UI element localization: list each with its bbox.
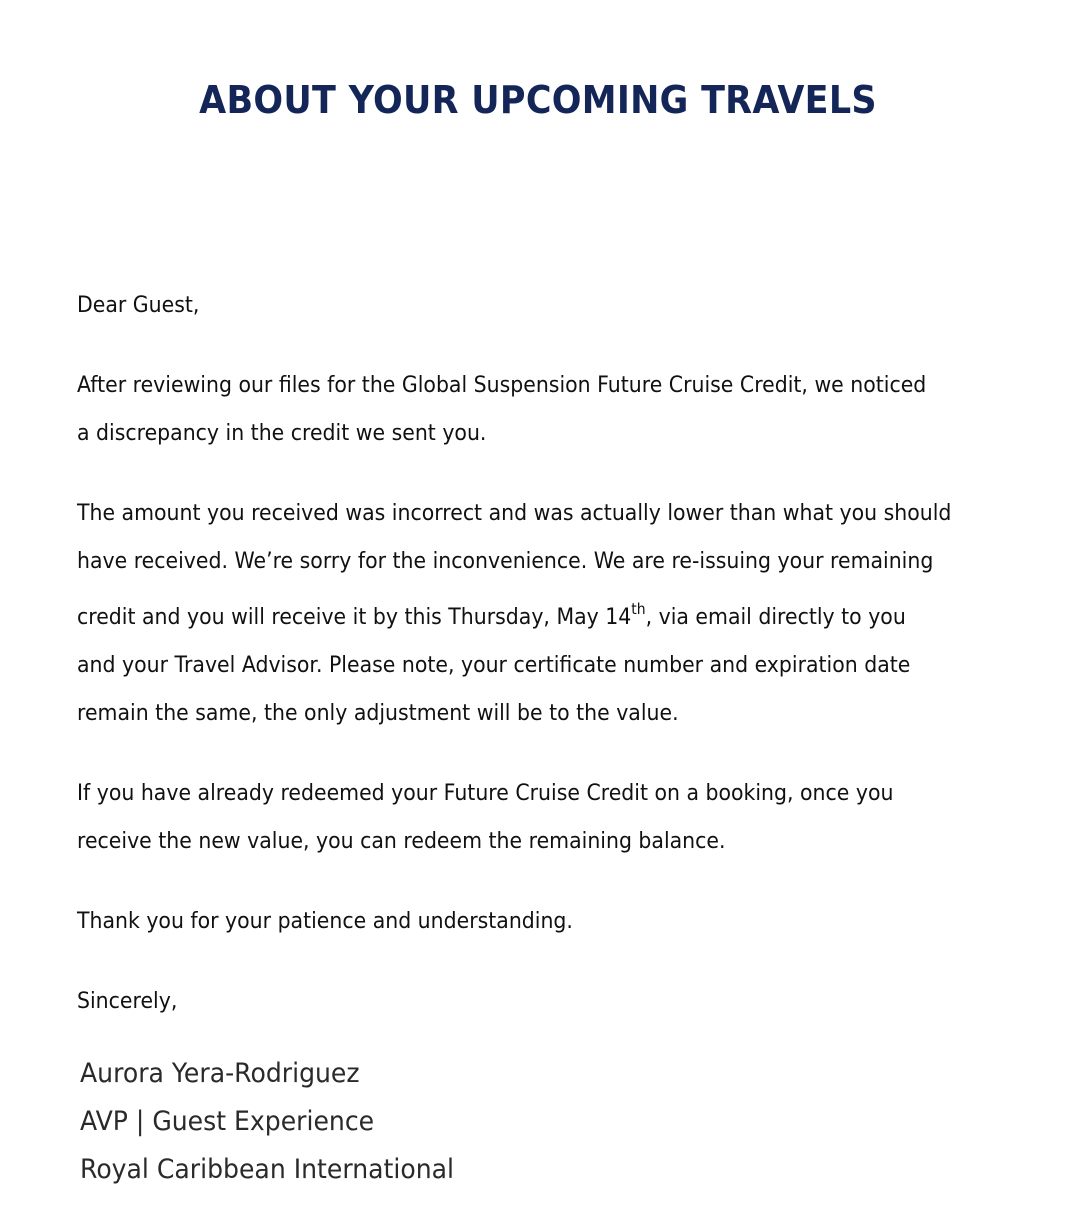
paragraph-redeemed bbox=[77, 770, 942, 866]
greeting bbox=[77, 282, 942, 330]
closing-text: Sincerely, bbox=[77, 989, 178, 1014]
signature-company: Royal Caribbean International bbox=[80, 1154, 454, 1185]
signature-role: AVP | Guest Experience bbox=[80, 1106, 375, 1137]
paragraph-reissue bbox=[77, 490, 952, 738]
page-title: ABOUT YOUR UPCOMING TRAVELS bbox=[199, 78, 877, 122]
signature-block bbox=[80, 1050, 454, 1194]
paragraph-discrepancy bbox=[77, 362, 942, 458]
paragraph-line: The amount you received was incorrect and was actually lower than what you should bbox=[77, 501, 952, 526]
closing bbox=[77, 978, 942, 1026]
date-text-before: credit and you will receive it by this Thursday, May 14 bbox=[77, 605, 632, 630]
paragraph-line: After reviewing our files for the Global Suspension Future Cruise Credit, we noticed bbox=[77, 373, 927, 398]
paragraph-thanks bbox=[77, 898, 942, 946]
date-text-after: , via email directly to you bbox=[645, 605, 906, 630]
thanks-text: Thank you for your patience and understanding. bbox=[77, 909, 573, 934]
paragraph-line: a discrepancy in the credit we sent you. bbox=[77, 421, 487, 446]
paragraph-line: receive the new value, you can redeem the remaining balance. bbox=[77, 829, 726, 854]
paragraph-line-date bbox=[77, 586, 942, 642]
paragraph-line: have received. We’re sorry for the inconvenience. We are re-issuing your remaining bbox=[77, 549, 934, 574]
paragraph-line: and your Travel Advisor. Please note, your certificate number and expiration date bbox=[77, 653, 911, 678]
paragraph-line: remain the same, the only adjustment will be to the value. bbox=[77, 701, 679, 726]
greeting-text: Dear Guest, bbox=[77, 293, 200, 318]
signature-name: Aurora Yera-Rodriguez bbox=[80, 1058, 360, 1089]
paragraph-line: If you have already redeemed your Future Cruise Credit on a booking, once you bbox=[77, 781, 894, 806]
ordinal-suffix: th bbox=[631, 600, 646, 618]
